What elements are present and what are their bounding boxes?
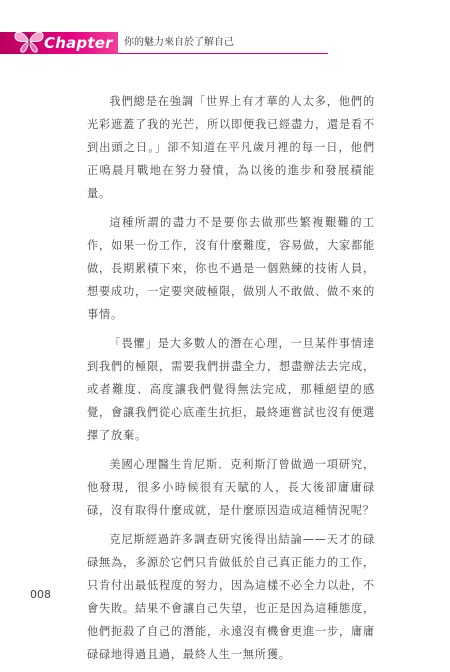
- paragraph: 這種所謂的盡力不是要你去做那些繁複艱難的工作，如果一份工作，沒有什麼難度，容易做，大家都能做，長期累積下來，你也不過是一個熟練的技術人員，想要成功，一定要突破極限，做別人不敢做、做不來的事情。: [87, 216, 375, 321]
- page-number: 008: [30, 588, 51, 601]
- butterfly-icon: [12, 28, 46, 54]
- paragraph: 美國心理醫生肯尼斯．克利斯汀曾做過一項研究，他發現，很多小時候很有天賦的人，長大後卻庸庸碌碌，沒有取得什麼成就，是什麼原因造成這種情況呢？: [87, 458, 375, 517]
- body-text: [87, 90, 375, 672]
- chapter-rule: [118, 53, 328, 54]
- chapter-label: Chapter 1: [44, 34, 129, 52]
- paragraph: 「畏懼」是大多數人的潛在心理，一旦某件事情達到我們的極限，需要我們拼盡全力，想盡辦法去完成，或者難度、高度讓我們覺得無法完成，那種絕望的感覺，會讓我們從心底產生抗拒，最終連嘗試也沒有便選擇了放棄。: [87, 337, 375, 442]
- chapter-subtitle: 你的魅力來自於了解自己: [124, 37, 234, 48]
- chapter-header: [0, 20, 450, 60]
- paragraph: 克尼斯經過許多調查研究後得出結論——天才的碌碌無為，多源於它們只肯做低於自己真正能力的工作，只肯付出最低程度的努力，因為這樣不必全力以赴，不會失敗。結果不會讓自己失望，也正是因為這種態度，他們扼殺了自己的潛能，永遠沒有機會更進一步，庸庸碌碌地得過且過，最終人生一無所獲。: [87, 533, 375, 661]
- paragraph: 我們總是在強調「世界上有才華的人太多，他們的光彩遮蓋了我的光芒，所以即便我已經盡力，還是看不到出頭之日。」卻不知道在平凡歲月裡的每一日，他們正鳴晨月戰地在努力發憤，為以後的進步和發展積能量。: [87, 95, 375, 200]
